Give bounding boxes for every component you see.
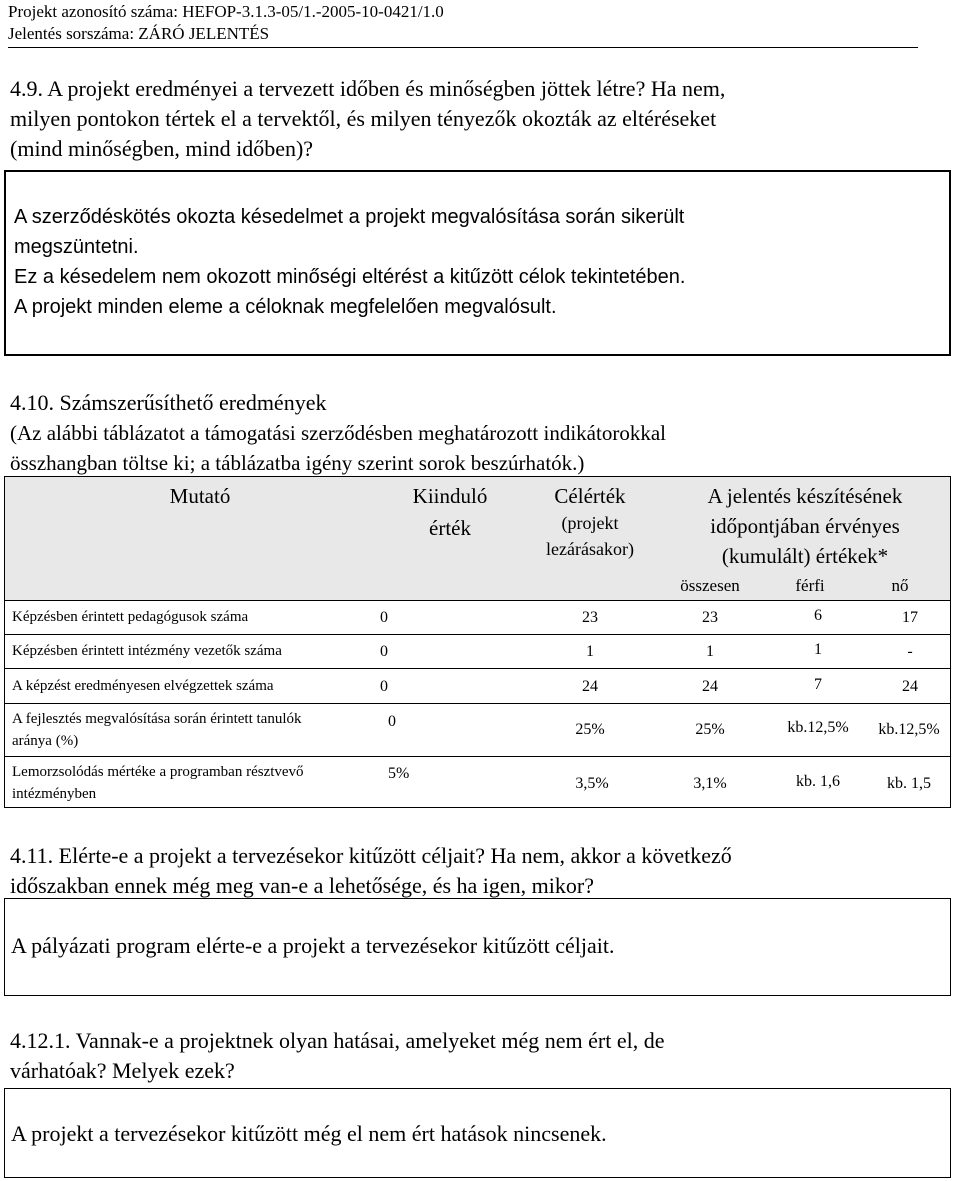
row-ferfi: 6: [814, 607, 822, 624]
question-4-12-1-line: 4.12.1. Vannak-e a projektnek olyan hatásai, amelyeket még nem ért el, de: [10, 1028, 665, 1053]
row-no: 24: [902, 678, 918, 695]
row-celertek: 25%: [575, 721, 605, 738]
table-rule: [4, 476, 5, 807]
row-ferfi: kb.12,5%: [787, 719, 849, 736]
row-osszesen: 3,1%: [693, 775, 727, 792]
row-label-line: aránya (%): [12, 733, 79, 749]
question-4-9-line: milyen pontokon tértek el a tervektől, és milyen tényezők okozták az eltéréseket: [10, 106, 717, 131]
row-label-line: A fejlesztés megvalósítása során érintett tanulók: [12, 711, 302, 727]
row-label: A képzést eredményesen elvégzettek száma: [12, 678, 274, 694]
table-rule: [4, 807, 951, 808]
row-osszesen: 25%: [695, 721, 725, 738]
subheader-ferfi: férfi: [795, 576, 825, 595]
row-label-line: intézményben: [12, 786, 97, 802]
answer-4-9-line: megszüntetni.: [14, 236, 139, 258]
row-osszesen: 1: [706, 643, 714, 660]
question-4-11-line: időszakban ennek még meg van-e a lehetősége, és ha igen, mikor?: [10, 873, 594, 898]
header-celertek-line: (projekt: [561, 513, 619, 533]
answer-4-9-line: A projekt minden eleme a céloknak megfelelően megvalósult.: [14, 296, 557, 318]
table-rule: [4, 634, 951, 635]
header-jelentes-line: A jelentés készítésének: [707, 484, 903, 508]
question-4-11-line: 4.11. Elérte-e a projekt a tervezésekor kitűzött céljait? Ha nem, akkor a következő: [10, 843, 732, 868]
row-kiindulo: 0: [380, 609, 388, 626]
section-4-10-note: [10, 418, 945, 478]
header-celertek-line: Célérték: [554, 484, 626, 508]
answer-4-9-line: Ez a késedelem nem okozott minőségi eltérést a kitűzött célok tekintetében.: [14, 266, 686, 288]
header-celertek-line: lezárásakor): [546, 539, 634, 559]
row-label: [12, 708, 302, 752]
row-kiindulo: 5%: [388, 765, 410, 782]
question-4-9-line: 4.9. A projekt eredményei a tervezett időben és minőségben jöttek létre? Ha nem,: [10, 76, 726, 101]
question-4-11: [10, 841, 945, 901]
answer-4-9-line: A szerződéskötés okozta késedelmet a projekt megvalósítása során sikerült: [14, 206, 685, 228]
row-no: kb.12,5%: [878, 721, 940, 738]
row-no: kb. 1,5: [887, 775, 931, 792]
row-kiindulo: 0: [380, 643, 388, 660]
answer-box-4-9: [4, 170, 951, 356]
header-kiindulo-line: Kiinduló: [412, 484, 488, 508]
row-osszesen: 24: [702, 678, 718, 695]
table-rule: [4, 600, 951, 601]
subheader-no: nő: [891, 576, 909, 595]
row-label-line: Lemorzsolódás mértéke a programban résztvevő: [12, 764, 304, 780]
header-kiindulo-line: érték: [429, 516, 471, 540]
header-celertek: [520, 482, 660, 562]
answer-box-4-11: [4, 898, 951, 996]
row-osszesen: 23: [702, 609, 718, 626]
row-kiindulo: 0: [388, 713, 396, 730]
section-4-10-note-line: összhangban töltse ki; a táblázatba igény szerint sorok beszúrhatók.): [10, 451, 585, 475]
question-4-12-1: [10, 1026, 945, 1086]
row-ferfi: 1: [814, 641, 822, 658]
row-label: Képzésben érintett intézmény vezetők száma: [12, 643, 282, 659]
subheader-osszesen: összesen: [680, 576, 740, 595]
table-rule: [4, 756, 951, 757]
report-number-line: Jelentés sorszáma: ZÁRÓ JELENTÉS: [8, 24, 270, 43]
answer-4-11: A pályázati program elérte-e a projekt a tervezésekor kitűzött céljait.: [11, 933, 615, 958]
question-4-9: [10, 74, 945, 164]
row-label: [12, 761, 304, 805]
header-jelentes-line: időpontjában érvényes: [710, 514, 900, 538]
row-no: 17: [902, 609, 918, 626]
row-kiindulo: 0: [380, 678, 388, 695]
row-celertek: 3,5%: [575, 775, 609, 792]
row-celertek: 23: [582, 609, 598, 626]
table-rule: [4, 703, 951, 704]
header-mutato: Mutató: [169, 484, 231, 508]
project-id-line: Projekt azonosító száma: HEFOP-3.1.3-05/1.-2005-10-0421/1.0: [8, 2, 444, 21]
answer-4-12-1: A projekt a tervezésekor kitűzött még el nem ért hatások nincsenek.: [11, 1121, 607, 1146]
row-ferfi: kb. 1,6: [796, 773, 840, 790]
row-ferfi: 7: [814, 676, 822, 693]
answer-box-4-12-1: [4, 1088, 951, 1178]
row-celertek: 24: [582, 678, 598, 695]
row-no: -: [907, 643, 913, 660]
header-divider: [8, 47, 918, 48]
header-jelentes-line: (kumulált) értékek*: [721, 544, 889, 568]
table-rule: [4, 668, 951, 669]
question-4-9-line: (mind minőségben, mind időben)?: [10, 136, 314, 161]
header-kiindulo: [380, 482, 520, 542]
table-rule: [950, 476, 951, 807]
section-4-10-note-line: (Az alábbi táblázatot a támogatási szerződésben meghatározott indikátorokkal: [10, 421, 666, 445]
header-jelentes: [660, 482, 950, 570]
row-label: Képzésben érintett pedagógusok száma: [12, 609, 249, 625]
section-4-10-title: 4.10. Számszerűsíthető eredmények: [10, 390, 327, 415]
row-celertek: 1: [586, 643, 594, 660]
question-4-12-1-line: várhatóak? Melyek ezek?: [10, 1058, 235, 1083]
